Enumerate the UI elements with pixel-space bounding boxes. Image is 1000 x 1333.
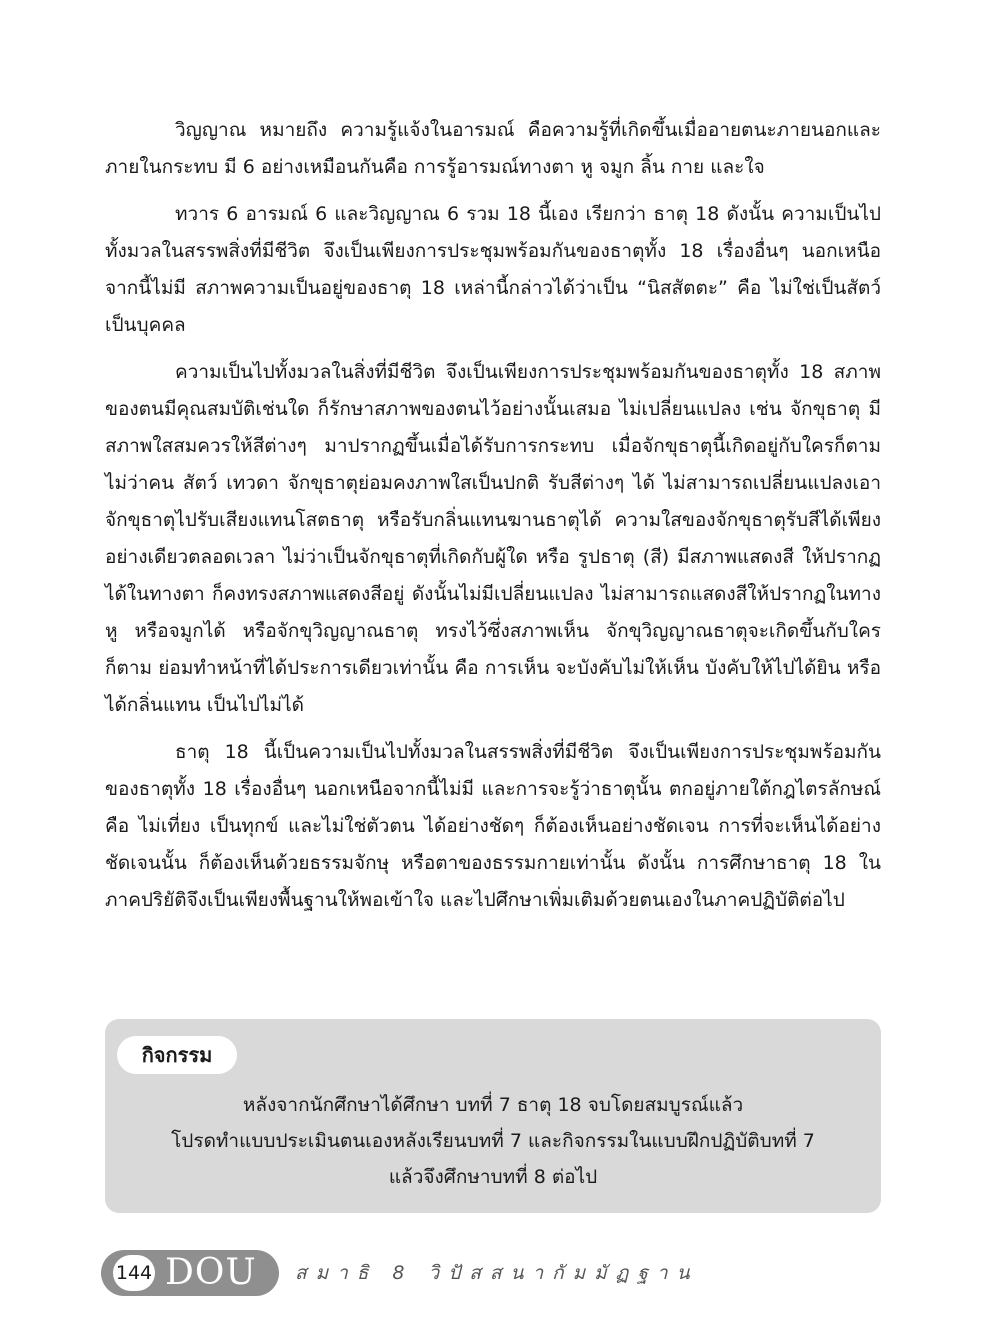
paragraph-2: ทวาร 6 อารมณ์ 6 และวิญญาณ 6 รวม 18 นี้เอง เรียกว่า ธาตุ 18 ดังนั้น ความเป็นไปทั้งมวลในสรรพสิ่งที่มีชีวิต จึงเป็นเพียงการประชุมพร้อมกันของธาตุทั้ง 18 เรื่องอื่นๆ นอกเหนือจากนี้ไม่มี สภาพความเป็นอยู่ของธาตุ 18 เหล่านี้กล่าวได้ว่าเป็น “นิสสัตตะ” คือ ไม่ใช่เป็นสัตว์ เป็นบุคคล <box>105 203 881 336</box>
activity-label: กิจกรรม <box>117 1036 237 1074</box>
activity-line-1: หลังจากนักศึกษาได้ศึกษา บทที่ 7 ธาตุ 18 จบโดยสมบูรณ์แล้ว <box>242 1094 744 1116</box>
page-footer <box>101 1250 699 1296</box>
activity-text <box>125 1087 861 1195</box>
activity-box <box>105 1019 881 1213</box>
page-number: 144 <box>113 1255 155 1291</box>
activity-line-3: แล้วจึงศึกษาบทที่ 8 ต่อไป <box>388 1166 598 1188</box>
book-title: สมาธิ 8 วิปัสสนากัมมัฏฐาน <box>295 1262 699 1284</box>
paragraph-4: ธาตุ 18 นี้เป็นความเป็นไปทั้งมวลในสรรพสิ่งที่มีชีวิต จึงเป็นเพียงการประชุมพร้อมกันของธาตุทั้ง 18 เรื่องอื่นๆ นอกเหนือจากนี้ไม่มี และการจะรู้ว่าธาตุนั้น ตกอยู่ภายใต้กฎไตรลักษณ์ คือ ไม่เที่ยง เป็นทุกข์ และไม่ใช่ตัวตน ได้อย่างชัดๆ ก็ต้องเห็นอย่างชัดเจน การที่จะเห็นได้อย่างชัดเจนนั้น ก็ต้องเห็นด้วยธรรมจักษุ หรือตาของธรรมกายเท่านั้น ดังนั้น การศึกษาธาตุ 18 ในภาคปริยัติจึงเป็นเพียงพื้นฐานให้พอเข้าใจ และไปศึกษาเพิ่มเติมด้วยตนเองในภาคปฏิบัติต่อไป <box>105 741 881 911</box>
activity-line-2: โปรดทำแบบประเมินตนเองหลังเรียนบทที่ 7 และกิจกรรมในแบบฝึกปฏิบัติบทที่ 7 <box>171 1130 815 1152</box>
paragraph-3: ความเป็นไปทั้งมวลในสิ่งที่มีชีวิต จึงเป็นเพียงการประชุมพร้อมกันของธาตุทั้ง 18 สภาพของตนมีคุณสมบัติเช่นใด ก็รักษาสภาพของตนไว้อย่างนั้นเสมอ ไม่เปลี่ยนแปลง เช่น จักขุธาตุ มีสภาพใสสมควรให้สีต่างๆ มาปรากฏขึ้นเมื่อได้รับการกระทบ เมื่อจักขุธาตุนี้เกิดอยู่กับใครก็ตาม ไม่ว่าคน สัตว์ เทวดา จักขุธาตุย่อมคงภาพใสเป็นปกติ รับสีต่างๆ ได้ ไม่สามารถเปลี่ยนแปลงเอาจักขุธาตุไปรับเสียงแทนโสตธาตุ หรือรับกลิ่นแทนฆานธาตุได้ ความใสของจักขุธาตุรับสีได้เพียงอย่างเดียวตลอดเวลา ไม่ว่าเป็นจักขุธาตุที่เกิดกับผู้ใด หรือ รูปธาตุ (สี) มีสภาพแสดงสี ให้ปรากฏได้ในทางตา ก็คงทรงสภาพแสดงสีอยู่ ดังนั้นไม่มีเปลี่ยนแปลง ไม่สามารถแสดงสีให้ปรากฏในทางหู หรือจมูกได้ หรือจักขุวิญญาณธาตุ ทรงไว้ซึ่งสภาพเห็น จักขุวิญญาณธาตุจะเกิดขึ้นกับใครก็ตาม ย่อมทำหน้าที่ได้ประการเดียวเท่านั้น คือ การเห็น จะบังคับไม่ให้เห็น บังคับให้ไปได้ยิน หรือได้กลิ่นแทน เป็นไปไม่ได้ <box>105 361 881 716</box>
footer-pill <box>101 1250 279 1296</box>
main-text <box>105 112 881 929</box>
paragraph-1: วิญญาณ หมายถึง ความรู้แจ้งในอารมณ์ คือความรู้ที่เกิดขึ้นเมื่ออายตนะภายนอกและภายในกระทบ มี 6 อย่างเหมือนกันคือ การรู้อารมณ์ทางตา หู จมูก ลิ้น กาย และใจ <box>105 119 881 178</box>
dou-logo: DOU <box>165 1252 257 1293</box>
